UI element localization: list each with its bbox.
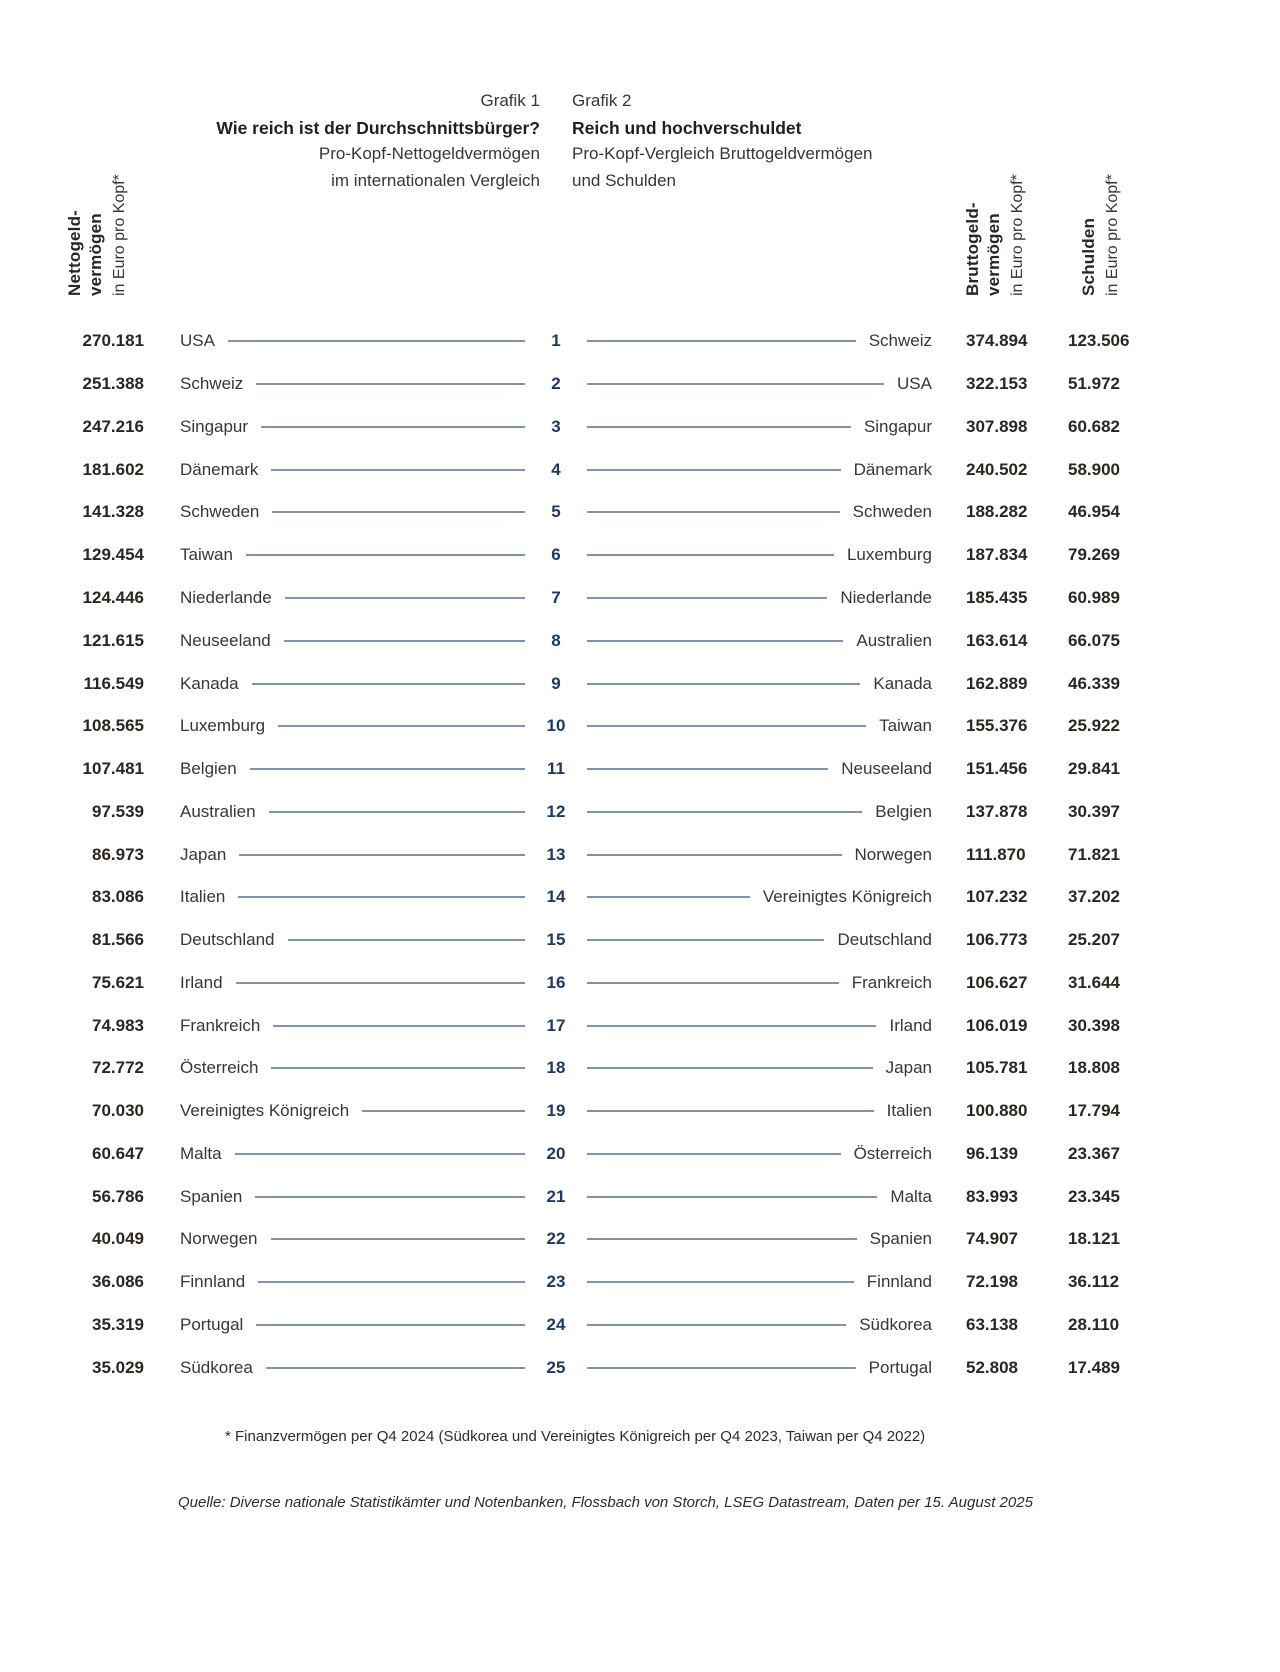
connector-line-left bbox=[284, 640, 525, 642]
net-value: 107.481 bbox=[82, 759, 144, 779]
row-right-half bbox=[574, 374, 1140, 394]
connector-line-right bbox=[587, 768, 828, 770]
country-right: Neuseeland bbox=[841, 759, 932, 779]
gross-value: 106.019 bbox=[966, 1015, 1028, 1035]
country-left: Australien bbox=[180, 801, 256, 821]
row-right-half bbox=[574, 460, 1140, 480]
connector-line-left bbox=[228, 340, 525, 342]
row-left-half bbox=[66, 759, 538, 779]
country-right: Malta bbox=[890, 1186, 932, 1206]
row-left-half bbox=[66, 887, 538, 907]
row-left-half bbox=[66, 502, 538, 522]
connector-line-left bbox=[269, 811, 525, 813]
country-right: Spanien bbox=[869, 1229, 932, 1249]
rank-number: 11 bbox=[547, 759, 565, 779]
rank-number: 5 bbox=[551, 502, 561, 522]
connector-line-right bbox=[587, 982, 839, 984]
net-assets-axis-bold-line2: vermögen bbox=[86, 213, 105, 296]
country-right: Irland bbox=[889, 1015, 932, 1035]
row-left-half bbox=[66, 374, 538, 394]
gross-assets-axis-bold-line1: Bruttogeld- bbox=[963, 202, 982, 296]
net-value: 97.539 bbox=[92, 801, 144, 821]
rank-number: 25 bbox=[546, 1357, 566, 1377]
rank-number: 6 bbox=[551, 545, 561, 565]
row-right-half bbox=[574, 1144, 1140, 1164]
net-value: 247.216 bbox=[82, 416, 144, 436]
row-right-half bbox=[574, 417, 1140, 437]
net-value: 83.086 bbox=[92, 887, 144, 907]
net-value: 75.621 bbox=[92, 972, 144, 992]
country-right: Österreich bbox=[853, 1143, 932, 1163]
chart1-eyebrow: Grafik 1 bbox=[480, 91, 540, 110]
debt-value: 30.398 bbox=[1068, 1015, 1120, 1035]
gross-value: 100.880 bbox=[966, 1101, 1028, 1121]
country-left: Neuseeland bbox=[180, 630, 271, 650]
table-row bbox=[66, 876, 1140, 919]
chart2-eyebrow: Grafik 2 bbox=[572, 91, 632, 110]
country-left: Deutschland bbox=[180, 930, 275, 950]
rank-number: 20 bbox=[546, 1143, 566, 1163]
gross-value: 52.808 bbox=[966, 1357, 1018, 1377]
debt-value: 17.794 bbox=[1068, 1101, 1120, 1121]
debt-value: 46.339 bbox=[1068, 673, 1120, 693]
debt-value: 23.367 bbox=[1068, 1143, 1120, 1163]
connector-line-left bbox=[236, 982, 525, 984]
connector-line-right bbox=[587, 640, 843, 642]
connector-line-right bbox=[587, 1238, 857, 1240]
rank-number: 19 bbox=[546, 1101, 566, 1121]
connector-line-left bbox=[256, 1324, 525, 1326]
country-right: Japan bbox=[885, 1058, 932, 1078]
row-left-half bbox=[66, 1315, 538, 1335]
country-left: Südkorea bbox=[180, 1357, 253, 1377]
row-right-half bbox=[574, 331, 1140, 351]
source-note: Quelle: Diverse nationale Statistikämter und Notenbanken, Flossbach von Storch, LSEG Datastream, Daten per 15. August 2025 bbox=[178, 1494, 1033, 1511]
gross-value: 187.834 bbox=[966, 545, 1028, 565]
table-row bbox=[66, 961, 1140, 1004]
country-right: Italien bbox=[886, 1101, 932, 1121]
country-right: Südkorea bbox=[859, 1314, 932, 1334]
country-right: Taiwan bbox=[879, 716, 932, 736]
connector-line-left bbox=[258, 1281, 525, 1283]
connector-line-right bbox=[587, 340, 856, 342]
gross-value: 374.894 bbox=[966, 331, 1028, 351]
chart2-subtitle-line1: Pro-Kopf-Vergleich Bruttogeldvermögen bbox=[572, 144, 873, 163]
connector-line-left bbox=[246, 554, 525, 556]
rank-number: 8 bbox=[551, 630, 561, 650]
rank-number: 7 bbox=[551, 587, 561, 607]
debt-value: 36.112 bbox=[1068, 1272, 1120, 1292]
connector-line-left bbox=[288, 939, 525, 941]
table-row bbox=[66, 534, 1140, 577]
row-left-half bbox=[66, 802, 538, 822]
connector-line-right bbox=[587, 511, 840, 513]
row-left-half bbox=[66, 1187, 538, 1207]
rank-number: 14 bbox=[546, 887, 566, 907]
gross-value: 111.870 bbox=[966, 844, 1026, 864]
row-right-half bbox=[574, 674, 1140, 694]
rank-number: 3 bbox=[551, 416, 561, 436]
row-left-half bbox=[66, 545, 538, 565]
country-right: Niederlande bbox=[840, 587, 932, 607]
rank-number: 22 bbox=[546, 1229, 566, 1249]
connector-line-right bbox=[587, 683, 860, 685]
rank-number: 10 bbox=[546, 716, 566, 736]
connector-line-left bbox=[256, 383, 525, 385]
connector-line-left bbox=[271, 1067, 525, 1069]
table-row bbox=[66, 491, 1140, 534]
country-left: Italien bbox=[180, 887, 226, 907]
table-row bbox=[66, 1004, 1140, 1047]
connector-line-left bbox=[285, 597, 525, 599]
country-left: Portugal bbox=[180, 1314, 244, 1334]
debt-value: 123.506 bbox=[1068, 331, 1130, 351]
row-right-half bbox=[574, 1229, 1140, 1249]
connector-line-left bbox=[271, 469, 525, 471]
row-right-half bbox=[574, 502, 1140, 522]
row-left-half bbox=[66, 1058, 538, 1078]
debt-value: 60.682 bbox=[1068, 416, 1120, 436]
country-right: Vereinigtes Königreich bbox=[762, 887, 932, 907]
net-value: 270.181 bbox=[82, 331, 144, 351]
country-right: Singapur bbox=[863, 416, 932, 436]
net-assets-axis-unit: in Euro pro Kopf* bbox=[111, 174, 128, 296]
chart1-title: Wie reich ist der Durchschnittsbürger? bbox=[216, 117, 540, 138]
gross-value: 151.456 bbox=[966, 759, 1028, 779]
country-right: Schweiz bbox=[868, 331, 932, 351]
net-value: 129.454 bbox=[82, 545, 144, 565]
ranking-rows bbox=[66, 320, 1140, 1389]
debt-value: 46.954 bbox=[1068, 502, 1120, 522]
country-right: Dänemark bbox=[853, 459, 932, 479]
debt-value: 71.821 bbox=[1068, 844, 1120, 864]
row-left-half bbox=[66, 845, 538, 865]
connector-line-right bbox=[587, 426, 851, 428]
row-right-half bbox=[574, 887, 1140, 907]
table-row bbox=[66, 577, 1140, 620]
rank-number: 15 bbox=[546, 930, 566, 950]
connector-line-right bbox=[587, 1110, 874, 1112]
net-value: 121.615 bbox=[82, 630, 144, 650]
country-right: Schweden bbox=[852, 502, 932, 522]
country-left: Niederlande bbox=[180, 587, 272, 607]
row-left-half bbox=[66, 973, 538, 993]
row-left-half bbox=[66, 674, 538, 694]
country-left: Österreich bbox=[180, 1058, 259, 1078]
debt-value: 66.075 bbox=[1068, 630, 1120, 650]
table-row bbox=[66, 748, 1140, 791]
row-right-half bbox=[574, 1058, 1140, 1078]
connector-line-right bbox=[587, 554, 834, 556]
table-row bbox=[66, 448, 1140, 491]
country-left: Kanada bbox=[180, 673, 239, 693]
net-value: 181.602 bbox=[82, 459, 144, 479]
gross-value: 137.878 bbox=[966, 801, 1028, 821]
rank-number: 16 bbox=[546, 972, 566, 992]
rank-number: 23 bbox=[546, 1272, 566, 1292]
connector-line-left bbox=[271, 1238, 526, 1240]
net-value: 72.772 bbox=[92, 1058, 144, 1078]
net-value: 35.319 bbox=[92, 1314, 144, 1334]
table-row bbox=[66, 320, 1140, 363]
row-left-half bbox=[66, 1229, 538, 1249]
rank-number: 13 bbox=[546, 844, 566, 864]
connector-line-left bbox=[250, 768, 525, 770]
net-value: 86.973 bbox=[92, 844, 144, 864]
country-right: Norwegen bbox=[854, 844, 932, 864]
row-left-half bbox=[66, 1144, 538, 1164]
table-row bbox=[66, 363, 1140, 406]
row-left-half bbox=[66, 716, 538, 736]
connector-line-left bbox=[266, 1367, 525, 1369]
country-left: Irland bbox=[180, 972, 223, 992]
net-value: 40.049 bbox=[92, 1229, 144, 1249]
rank-number: 18 bbox=[546, 1058, 566, 1078]
connector-line-left bbox=[273, 1025, 525, 1027]
row-right-half bbox=[574, 1187, 1140, 1207]
net-value: 56.786 bbox=[92, 1186, 144, 1206]
connector-line-right bbox=[587, 1281, 854, 1283]
connector-line-right bbox=[587, 1067, 873, 1069]
gross-value: 106.773 bbox=[966, 930, 1028, 950]
gross-assets-axis-bold-line2: vermögen bbox=[984, 213, 1003, 296]
debt-value: 29.841 bbox=[1068, 759, 1120, 779]
gross-value: 240.502 bbox=[966, 459, 1028, 479]
country-right: Luxemburg bbox=[846, 545, 932, 565]
country-right: USA bbox=[897, 374, 932, 394]
country-left: Norwegen bbox=[180, 1229, 258, 1249]
row-right-half bbox=[574, 631, 1140, 651]
net-value: 124.446 bbox=[82, 587, 144, 607]
debt-value: 23.345 bbox=[1068, 1186, 1120, 1206]
row-left-half bbox=[66, 1358, 538, 1378]
connector-line-right bbox=[587, 939, 824, 941]
country-left: Luxemburg bbox=[180, 716, 266, 736]
row-right-half bbox=[574, 845, 1140, 865]
rank-number: 17 bbox=[546, 1015, 566, 1035]
net-assets-axis-label bbox=[64, 116, 130, 296]
net-value: 60.647 bbox=[92, 1143, 144, 1163]
gross-assets-axis-label bbox=[962, 116, 1028, 296]
connector-line-right bbox=[587, 811, 862, 813]
gross-value: 74.907 bbox=[966, 1229, 1018, 1249]
table-row bbox=[66, 1218, 1140, 1261]
connector-line-left bbox=[278, 725, 525, 727]
connector-line-right bbox=[587, 469, 841, 471]
debt-value: 60.989 bbox=[1068, 587, 1120, 607]
country-left: Spanien bbox=[180, 1186, 243, 1206]
country-left: Vereinigtes Königreich bbox=[180, 1101, 350, 1121]
connector-line-right bbox=[587, 1153, 841, 1155]
connector-line-left bbox=[255, 1196, 525, 1198]
table-row bbox=[66, 790, 1140, 833]
row-right-half bbox=[574, 1358, 1140, 1378]
net-value: 116.549 bbox=[83, 673, 144, 693]
gross-value: 105.781 bbox=[966, 1058, 1028, 1078]
debt-axis-unit: in Euro pro Kopf* bbox=[1104, 174, 1121, 296]
connector-line-right bbox=[587, 854, 842, 856]
row-right-half bbox=[574, 930, 1140, 950]
gross-value: 83.993 bbox=[966, 1186, 1018, 1206]
debt-value: 17.489 bbox=[1068, 1357, 1120, 1377]
chart1-subtitle-line1: Pro-Kopf-Nettogeldvermögen bbox=[318, 144, 540, 163]
country-right: Finnland bbox=[866, 1272, 932, 1292]
connector-line-left bbox=[235, 1153, 525, 1155]
debt-value: 37.202 bbox=[1068, 887, 1120, 907]
country-left: Finnland bbox=[180, 1272, 246, 1292]
country-left: Singapur bbox=[180, 416, 249, 436]
table-row bbox=[66, 406, 1140, 449]
row-right-half bbox=[574, 759, 1140, 779]
gross-value: 155.376 bbox=[966, 716, 1028, 736]
debt-value: 58.900 bbox=[1068, 459, 1120, 479]
row-right-half bbox=[574, 545, 1140, 565]
table-row bbox=[66, 1047, 1140, 1090]
chart2-title: Reich und hochverschuldet bbox=[572, 117, 802, 138]
rank-number: 9 bbox=[551, 673, 561, 693]
country-left: Dänemark bbox=[180, 459, 259, 479]
debt-value: 51.972 bbox=[1068, 374, 1120, 394]
chart1-subtitle-line2: im internationalen Vergleich bbox=[331, 170, 540, 190]
row-right-half bbox=[574, 973, 1140, 993]
connector-line-right bbox=[587, 1196, 877, 1198]
net-value: 108.565 bbox=[82, 716, 144, 736]
row-right-half bbox=[574, 1101, 1140, 1121]
table-row bbox=[66, 1346, 1140, 1389]
row-left-half bbox=[66, 1272, 538, 1292]
net-value: 70.030 bbox=[92, 1101, 144, 1121]
net-assets-axis-bold-line1: Nettogeld- bbox=[65, 209, 84, 296]
debt-axis-label bbox=[1078, 116, 1123, 296]
country-left: Frankreich bbox=[180, 1015, 261, 1035]
country-right: Frankreich bbox=[851, 972, 932, 992]
chart2-subtitle-line2: und Schulden bbox=[572, 170, 676, 190]
net-value: 74.983 bbox=[92, 1015, 144, 1035]
connector-line-left bbox=[252, 683, 525, 685]
connector-line-right bbox=[587, 383, 884, 385]
country-left: Taiwan bbox=[180, 545, 233, 565]
debt-value: 25.922 bbox=[1068, 716, 1120, 736]
gross-value: 307.898 bbox=[966, 416, 1028, 436]
gross-value: 63.138 bbox=[966, 1314, 1018, 1334]
rank-number: 12 bbox=[546, 801, 566, 821]
country-right: Australien bbox=[856, 630, 932, 650]
country-left: Schweiz bbox=[180, 374, 244, 394]
debt-value: 79.269 bbox=[1068, 545, 1120, 565]
gross-value: 106.627 bbox=[966, 972, 1028, 992]
connector-line-left bbox=[261, 426, 525, 428]
net-value: 81.566 bbox=[92, 930, 144, 950]
rank-number: 21 bbox=[546, 1186, 566, 1206]
gross-assets-axis-unit: in Euro pro Kopf* bbox=[1009, 174, 1026, 296]
gross-value: 322.153 bbox=[966, 374, 1028, 394]
table-row bbox=[66, 833, 1140, 876]
gross-value: 185.435 bbox=[966, 587, 1028, 607]
debt-value: 30.397 bbox=[1068, 801, 1120, 821]
debt-value: 18.808 bbox=[1068, 1058, 1120, 1078]
row-left-half bbox=[66, 460, 538, 480]
rank-number: 1 bbox=[551, 331, 561, 351]
debt-value: 18.121 bbox=[1068, 1229, 1120, 1249]
net-value: 35.029 bbox=[92, 1357, 144, 1377]
rank-number: 24 bbox=[546, 1314, 566, 1334]
country-left: Schweden bbox=[180, 502, 260, 522]
connector-line-right bbox=[587, 1025, 876, 1027]
table-row bbox=[66, 919, 1140, 962]
gross-value: 107.232 bbox=[966, 887, 1028, 907]
country-left: Belgien bbox=[180, 759, 237, 779]
rank-number: 2 bbox=[551, 374, 561, 394]
row-left-half bbox=[66, 417, 538, 437]
country-left: Malta bbox=[180, 1143, 222, 1163]
table-row bbox=[66, 1090, 1140, 1133]
net-value: 141.328 bbox=[82, 502, 144, 522]
table-row bbox=[66, 1304, 1140, 1347]
row-left-half bbox=[66, 1101, 538, 1121]
row-right-half bbox=[574, 588, 1140, 608]
connector-line-right bbox=[587, 1367, 856, 1369]
debt-value: 28.110 bbox=[1068, 1314, 1120, 1334]
table-row bbox=[66, 1175, 1140, 1218]
country-right: Belgien bbox=[875, 801, 932, 821]
country-right: Deutschland bbox=[837, 930, 932, 950]
row-right-half bbox=[574, 1016, 1140, 1036]
connector-line-left bbox=[239, 854, 525, 856]
table-row bbox=[66, 1261, 1140, 1304]
table-row bbox=[66, 662, 1140, 705]
country-right: Kanada bbox=[873, 673, 932, 693]
row-left-half bbox=[66, 588, 538, 608]
gross-value: 162.889 bbox=[966, 673, 1028, 693]
gross-value: 163.614 bbox=[966, 630, 1028, 650]
connector-line-left bbox=[238, 896, 525, 898]
row-right-half bbox=[574, 1315, 1140, 1335]
connector-line-left bbox=[272, 511, 525, 513]
table-row bbox=[66, 619, 1140, 662]
row-right-half bbox=[574, 1272, 1140, 1292]
gross-value: 188.282 bbox=[966, 502, 1028, 522]
connector-line-left bbox=[362, 1110, 525, 1112]
chart1-header bbox=[216, 88, 540, 194]
connector-line-right bbox=[587, 1324, 846, 1326]
country-left: Japan bbox=[180, 844, 227, 864]
net-value: 36.086 bbox=[92, 1272, 144, 1292]
debt-value: 31.644 bbox=[1068, 972, 1120, 992]
row-left-half bbox=[66, 1016, 538, 1036]
connector-line-right bbox=[587, 896, 750, 898]
connector-line-right bbox=[587, 597, 827, 599]
rank-number: 4 bbox=[551, 459, 561, 479]
debt-axis-bold: Schulden bbox=[1079, 217, 1098, 296]
country-left: USA bbox=[180, 331, 215, 351]
row-left-half bbox=[66, 331, 538, 351]
debt-value: 25.207 bbox=[1068, 930, 1120, 950]
chart2-header bbox=[572, 88, 873, 194]
connector-line-right bbox=[587, 725, 866, 727]
net-value: 251.388 bbox=[82, 374, 144, 394]
row-right-half bbox=[574, 716, 1140, 736]
gross-value: 96.139 bbox=[966, 1143, 1018, 1163]
row-left-half bbox=[66, 930, 538, 950]
table-row bbox=[66, 1133, 1140, 1176]
row-right-half bbox=[574, 802, 1140, 822]
table-row bbox=[66, 705, 1140, 748]
country-right: Portugal bbox=[868, 1357, 932, 1377]
row-left-half bbox=[66, 631, 538, 651]
gross-value: 72.198 bbox=[966, 1272, 1018, 1292]
footnote: * Finanzvermögen per Q4 2024 (Südkorea und Vereinigtes Königreich per Q4 2023, Taiwan per Q4 2022) bbox=[225, 1428, 926, 1445]
